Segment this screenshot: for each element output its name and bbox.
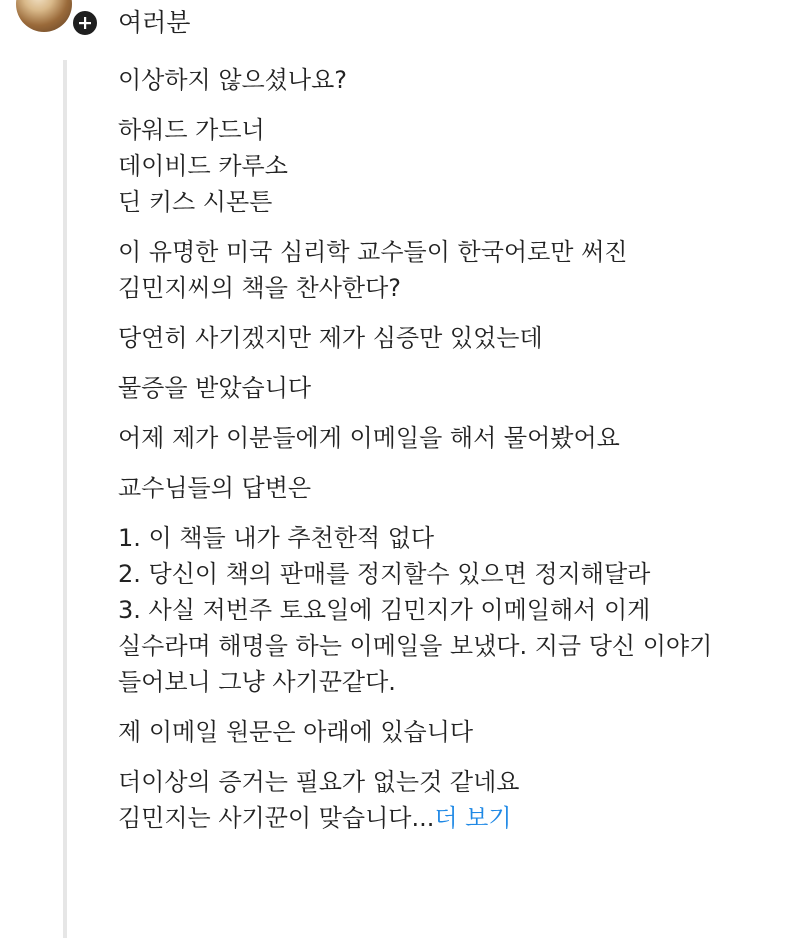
post-text-line xyxy=(118,320,790,356)
plus-icon xyxy=(78,16,92,30)
follow-button[interactable] xyxy=(70,8,100,38)
post-paragraph xyxy=(118,520,790,700)
post-text-line xyxy=(118,370,790,406)
post-text: 1. 이 책들 내가 추천한적 없다 xyxy=(118,524,435,552)
post-text-line xyxy=(118,664,790,700)
post-text-line xyxy=(118,764,790,800)
post-text: 교수님들의 답변은 xyxy=(118,474,312,502)
post-text: 김민지씨의 책을 찬사한다? xyxy=(118,274,402,302)
post-text-line xyxy=(118,470,790,506)
post-text: 2. 당신이 책의 판매를 정지할수 있으면 정지해달라 xyxy=(118,560,651,588)
post-text-line xyxy=(118,800,790,836)
post-paragraph xyxy=(118,370,790,406)
post-text-line xyxy=(118,714,790,750)
post-text: 들어보니 그냥 사기꾼같다. xyxy=(118,668,396,696)
post-text: 이 유명한 미국 심리학 교수들이 한국어로만 써진 xyxy=(118,238,628,266)
username[interactable]: 여러분 xyxy=(118,8,191,37)
post-text: 하워드 가드너 xyxy=(118,116,265,144)
thread-line xyxy=(63,60,67,938)
post-text: 김민지는 사기꾼이 맞습니다... xyxy=(118,804,435,832)
post-text: 당연히 사기겠지만 제가 심증만 있었는데 xyxy=(118,324,543,352)
post-text-line xyxy=(118,184,790,220)
post-text-line xyxy=(118,520,790,556)
post-paragraph xyxy=(118,470,790,506)
post-text-line xyxy=(118,62,790,98)
post-paragraph xyxy=(118,112,790,220)
post-paragraph xyxy=(118,764,790,836)
post-text: 어제 제가 이분들에게 이메일을 해서 물어봤어요 xyxy=(118,424,620,452)
post-paragraph xyxy=(118,62,790,98)
post-text: 실수라며 해명을 하는 이메일을 보냈다. 지금 당신 이야기 xyxy=(118,632,713,660)
post-text-line xyxy=(118,556,790,592)
post-paragraph xyxy=(118,234,790,306)
post-text-line xyxy=(118,148,790,184)
post-text: 3. 사실 저번주 토요일에 김민지가 이메일해서 이게 xyxy=(118,596,651,624)
post-text: 데이비드 카루소 xyxy=(118,152,288,180)
post-body xyxy=(118,62,790,850)
post-text: 제 이메일 원문은 아래에 있습니다 xyxy=(118,718,474,746)
post-text: 물증을 받았습니다 xyxy=(118,374,312,402)
post-text-line xyxy=(118,592,790,628)
post-text: 딘 키스 시몬튼 xyxy=(118,188,273,216)
post-text: 더이상의 증거는 필요가 없는것 같네요 xyxy=(118,768,520,796)
post-text-line xyxy=(118,420,790,456)
avatar[interactable] xyxy=(16,0,72,32)
post-text-line xyxy=(118,234,790,270)
post-text-line xyxy=(118,270,790,306)
post-paragraph xyxy=(118,714,790,750)
post-text-line xyxy=(118,628,790,664)
post-paragraph xyxy=(118,420,790,456)
post-text-line xyxy=(118,112,790,148)
post-paragraph xyxy=(118,320,790,356)
see-more-link[interactable]: 더 보기 xyxy=(434,804,512,832)
post-text: 이상하지 않으셨나요? xyxy=(118,66,348,94)
